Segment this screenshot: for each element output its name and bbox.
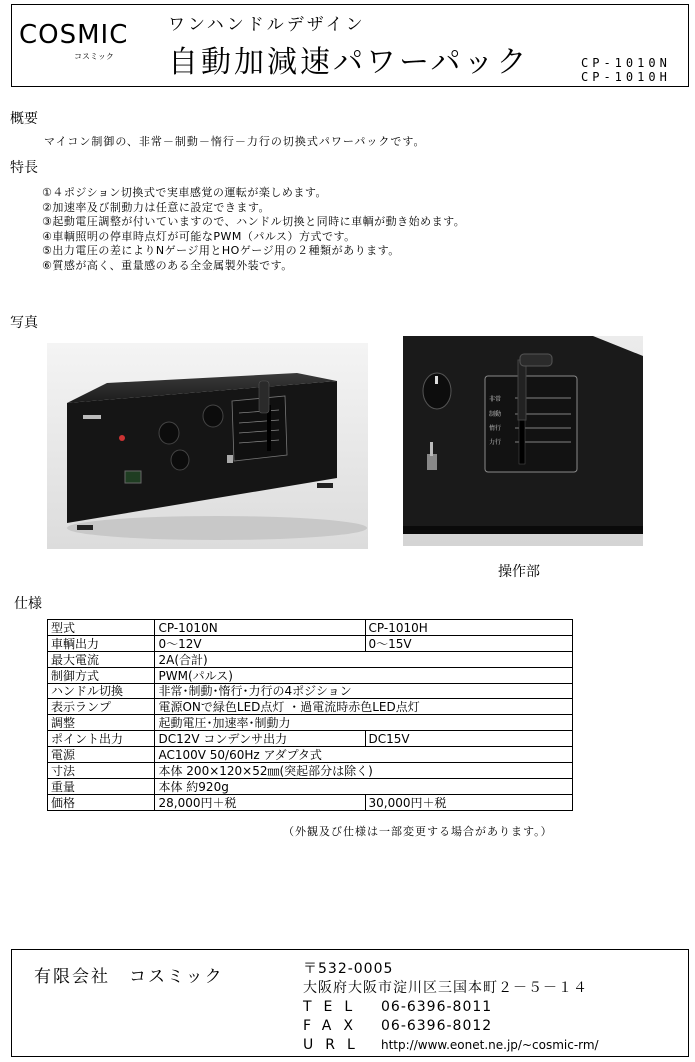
spec-value-cell: 非常･制動･惰行･力行の4ポジション xyxy=(155,683,573,699)
feature-item: ⑥質感が高く、重量感のある全金属製外装です。 xyxy=(42,258,293,272)
fax-number: 06-6396-8012 xyxy=(381,1018,493,1034)
spec-label-cell: 寸法 xyxy=(48,763,155,779)
spec-value-cell: 本体 200×120×52㎜(突起部分は除く) xyxy=(155,763,573,779)
tel-row xyxy=(303,998,599,1017)
product-photo-controls xyxy=(403,336,643,546)
spec-row xyxy=(48,715,573,731)
spec-value-cell: 0～12V xyxy=(155,635,365,651)
spec-value-cell: DC15V xyxy=(365,731,572,747)
logo-text: COSMIC xyxy=(19,20,129,50)
spec-value-cell: 30,000円＋税 xyxy=(365,794,572,810)
features-heading: 特長 xyxy=(10,160,38,176)
spec-label-cell: 重量 xyxy=(48,778,155,794)
spec-label-cell: 車輌出力 xyxy=(48,635,155,651)
product-photo-overview xyxy=(47,343,368,549)
contact-block xyxy=(303,960,599,1055)
feature-item: ①４ポジション切換式で実車感覚の運転が楽しめます。 xyxy=(42,186,327,199)
fax-label: FAX xyxy=(303,1018,365,1034)
panel-label-dako: 惰行 xyxy=(489,425,502,432)
spec-value-cell: 2A(合計) xyxy=(155,651,573,667)
overview-text: マイコン制御の、非常－制動－惰行－力行の切換式パワーパックです。 xyxy=(44,135,426,148)
features-list xyxy=(42,186,465,273)
spec-row xyxy=(48,683,573,699)
feature-item: ⑤出力電圧の差によりNゲージ用とHOゲージ用の２種類があります。 xyxy=(42,244,400,257)
spec-row xyxy=(48,747,573,763)
spec-heading: 仕様 xyxy=(14,596,42,612)
feature-item: ②加速率及び制動力は任意に設定できます。 xyxy=(42,200,270,214)
url-label: URL xyxy=(303,1037,367,1053)
spec-value-cell: 電源ONで緑色LED点灯 ・過電流時赤色LED点灯 xyxy=(155,699,573,715)
panel-label-rikiko: 力行 xyxy=(489,439,502,446)
spec-value-cell: PWM(パルス) xyxy=(155,667,573,683)
panel-label-seido: 制動 xyxy=(489,411,502,418)
spec-label-cell: 型式 xyxy=(48,620,155,636)
spec-label-cell: 制御方式 xyxy=(48,667,155,683)
address: 大阪府大阪市淀川区三国本町２－５－１４ xyxy=(303,980,588,996)
photo-heading: 写真 xyxy=(10,315,38,331)
spec-row xyxy=(48,667,573,683)
spec-label-cell: 表示ランプ xyxy=(48,699,155,715)
model-number-h: CP-1010H xyxy=(581,70,671,84)
feature-item: ④車輌照明の停車時点灯が可能なPWM（パルス）方式です。 xyxy=(42,229,356,243)
postal-code: 〒532-0005 xyxy=(303,961,394,977)
spec-row xyxy=(48,651,573,667)
spec-row xyxy=(48,794,573,810)
spec-label-cell: 価格 xyxy=(48,794,155,810)
spec-row xyxy=(48,731,573,747)
page-title: 自動加減速パワーパック xyxy=(168,45,530,80)
spec-row xyxy=(48,635,573,651)
fax-row xyxy=(303,1017,599,1036)
spec-value-cell: 本体 約920g xyxy=(155,778,573,794)
spec-row xyxy=(48,699,573,715)
spec-row xyxy=(48,763,573,779)
photo-caption: 操作部 xyxy=(498,564,540,580)
spec-note: （外観及び仕様は一部変更する場合があります。） xyxy=(283,825,553,838)
tel-label: TEL xyxy=(303,999,365,1015)
spec-value-cell: 起動電圧･加速率･制動力 xyxy=(155,715,573,731)
spec-value-cell: AC100V 50/60Hz アダプタ式 xyxy=(155,747,573,763)
cosmic-logo xyxy=(19,20,129,64)
spec-value-cell: CP-1010N xyxy=(155,620,365,636)
spec-label-cell: 調整 xyxy=(48,715,155,731)
spec-label-cell: 電源 xyxy=(48,747,155,763)
feature-item: ③起動電圧調整が付いていますので、ハンドル切換と同時に車輌が動き始めます。 xyxy=(42,215,466,228)
spec-label-cell: ポイント出力 xyxy=(48,731,155,747)
overview-heading: 概要 xyxy=(10,111,38,127)
url-row xyxy=(303,1036,599,1055)
spec-row xyxy=(48,778,573,794)
spec-value-cell: DC12V コンデンサ出力 xyxy=(155,731,365,747)
spec-value-cell: 28,000円＋税 xyxy=(155,794,365,810)
spec-value-cell: CP-1010H xyxy=(365,620,572,636)
subtitle: ワンハンドルデザイン xyxy=(168,15,366,35)
model-number-n: CP-1010N xyxy=(581,56,671,70)
spec-label-cell: 最大電流 xyxy=(48,651,155,667)
spec-label-cell: ハンドル切換 xyxy=(48,683,155,699)
spec-value-cell: 0～15V xyxy=(365,635,572,651)
company-name: 有限会社 コスミック xyxy=(34,967,224,987)
spec-row xyxy=(48,620,573,636)
logo-sub-text: コスミック xyxy=(74,52,114,61)
panel-label-hijo: 非常 xyxy=(489,396,502,403)
spec-table xyxy=(47,619,573,811)
tel-number: 06-6396-8011 xyxy=(381,999,493,1015)
website-url[interactable]: http://www.eonet.ne.jp/~cosmic-rm/ xyxy=(381,1038,599,1052)
